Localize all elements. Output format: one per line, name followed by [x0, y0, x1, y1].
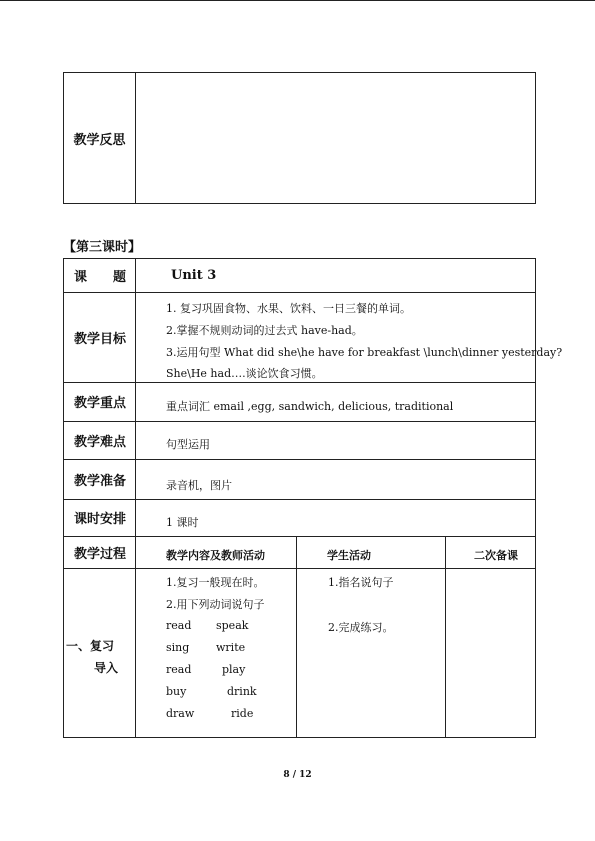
goal-line-2: 2.掌握不规则动词的过去式 have-had。 — [166, 324, 363, 337]
goal-line-4: She\He had….谈论饮食习惯。 — [166, 367, 323, 380]
page-number: 8 / 12 — [283, 770, 312, 780]
review-line-1: 1.复习一般现在时。 — [166, 576, 265, 589]
reflection-table — [63, 72, 536, 204]
review-label-1: 一、复习 — [66, 639, 115, 653]
verb-pair — [166, 619, 266, 633]
process-label: 教学过程 — [73, 546, 126, 562]
verb: draw — [166, 707, 195, 720]
verb-pair — [166, 685, 266, 699]
verb: speak — [216, 619, 249, 632]
preparation-value: 录音机，图片 — [166, 479, 232, 492]
column-header-student: 学生活动 — [327, 549, 371, 562]
verb: ride — [231, 707, 254, 720]
verb: read — [166, 663, 192, 676]
verb: write — [216, 641, 246, 654]
column-divider — [445, 536, 446, 738]
verb-pair — [166, 707, 266, 721]
section-title: 【第三课时】 — [63, 240, 142, 255]
verb-pair — [166, 641, 266, 655]
student-line-1: 1.指名说句子 — [328, 576, 394, 589]
topic-value: Unit 3 — [171, 268, 217, 283]
key-points-label: 教学重点 — [73, 396, 126, 411]
review-label-2: 导入 — [94, 661, 119, 675]
goal-line-3: 3.运用句型 What did she\he have for breakfast \lunch\dinner yesterday? — [166, 346, 563, 359]
lesson-table — [63, 258, 563, 738]
column-divider — [296, 536, 297, 738]
column-header-content: 教学内容及教师活动 — [166, 549, 265, 562]
verb: drink — [227, 685, 257, 698]
column-header-backup: 二次备课 — [474, 549, 518, 562]
verb: read — [166, 619, 192, 632]
difficulty-value: 句型运用 — [166, 438, 210, 451]
reflection-label: 教学反思 — [64, 73, 136, 203]
hours-value: 1 课时 — [166, 516, 199, 529]
verb: play — [222, 663, 246, 676]
student-line-2: 2.完成练习。 — [328, 621, 394, 634]
hours-label: 课时安排 — [73, 512, 126, 527]
verb: buy — [166, 685, 187, 698]
verb-pair — [166, 663, 266, 677]
key-points-value: 重点词汇 email ,egg, sandwich, delicious, traditional — [166, 400, 454, 413]
goal-line-1: 1. 复习巩固食物、水果、饮料、一日三餐的单词。 — [166, 302, 411, 315]
preparation-label: 教学准备 — [73, 473, 126, 489]
verb: sing — [166, 641, 190, 654]
difficulty-label: 教学难点 — [73, 434, 126, 450]
page-top-rule — [0, 0, 595, 1]
review-line-2: 2.用下列动词说句子 — [166, 598, 265, 611]
goals-label: 教学目标 — [73, 331, 126, 347]
topic-label: 课 题 — [73, 270, 126, 285]
